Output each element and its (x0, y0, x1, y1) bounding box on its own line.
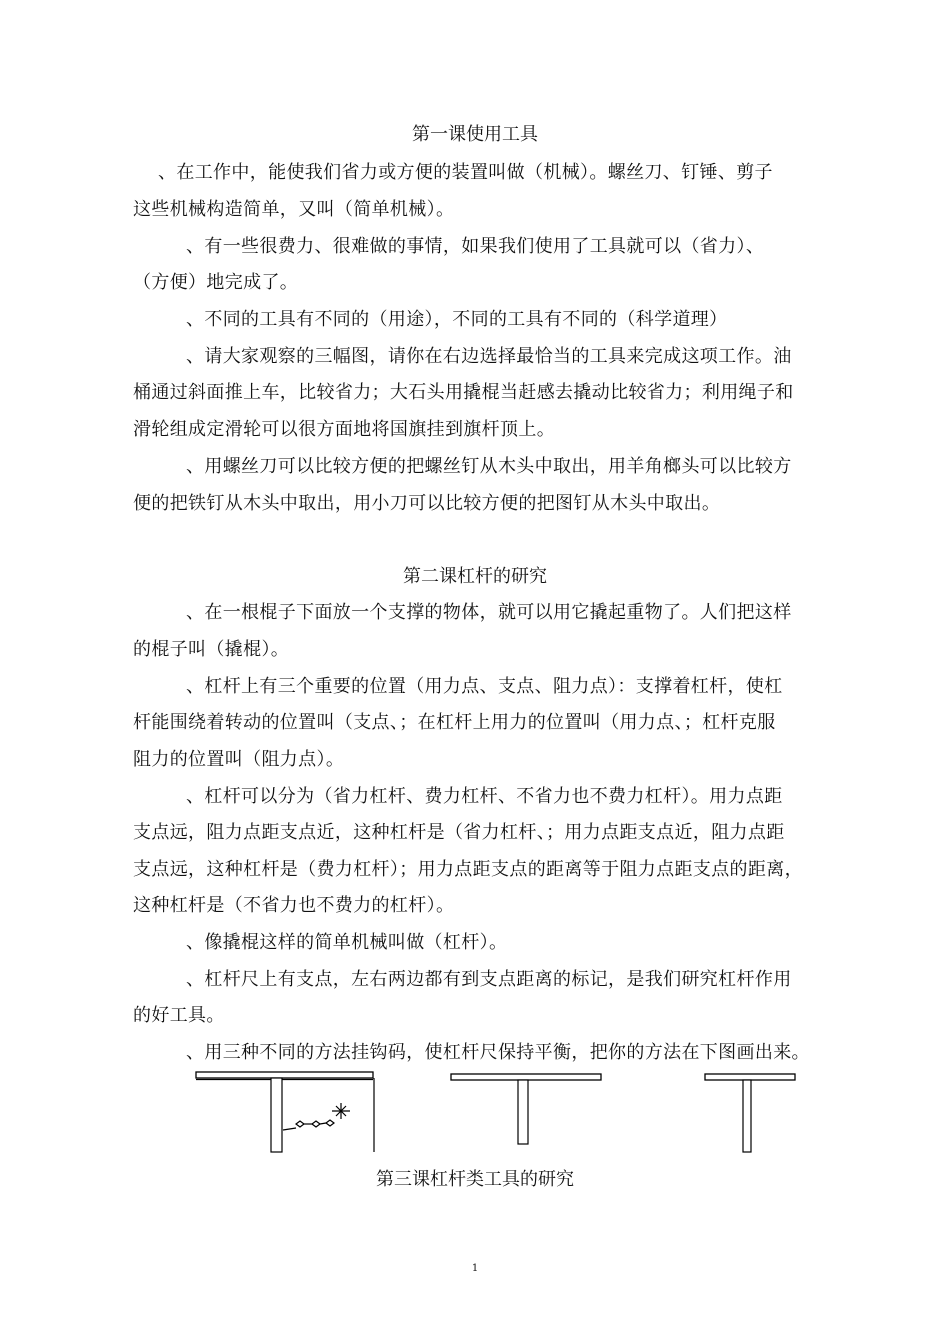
lesson2-line-3: 、杠杆上有三个重要的位置（用力点、支点、阻力点）：支撑着杠杆，使杠 (186, 676, 783, 697)
lesson2-line-6: 、杠杆可以分为（省力杠杆、费力杠杆、不省力也不费力杠杆）。用力点距 (186, 786, 783, 807)
lesson2-line-8: 支点远，这种杠杆是（费力杠杆）；用力点距支点的距离等于阻力点距支点的距离， (133, 859, 803, 880)
lesson1-line-8: 滑轮组成定滑轮可以很方面地将国旗挂到旗杆顶上。 (133, 419, 556, 440)
lesson2-line-2: 的棍子叫（撬棍）。 (133, 639, 290, 660)
lesson2-line-4: 杆能围绕着转动的位置叫（支点、；在杠杆上用力的位置叫（用力点、；杠杆克服 (133, 712, 776, 733)
lesson2-line-13: 、用三种不同的方法挂钩码，使杠杆尺保持平衡，把你的方法在下图画出来。 (186, 1042, 810, 1063)
lesson2-line-11: 、杠杆尺上有支点，左右两边都有到支点距离的标记，是我们研究杠杆作用 (186, 969, 792, 990)
lever-figures (0, 1060, 950, 1160)
lesson1-line-3: 、有一些很费力、很难做的事情，如果我们使用了工具就可以（省力）、 (186, 236, 765, 257)
hook-weights-scribble (283, 1103, 350, 1130)
lever-figure-1 (196, 1072, 374, 1152)
lesson2-line-10: 、像撬棍这样的简单机械叫做（杠杆）。 (186, 932, 508, 953)
lesson2-title: 第二课杠杆的研究 (403, 566, 547, 587)
lesson1-line-9: 、用螺丝刀可以比较方便的把螺丝钉从木头中取出，用羊角榔头可以比较方 (186, 456, 792, 477)
lesson2-line-9: 这种杠杆是（不省力也不费力的杠杆）。 (133, 895, 455, 916)
lesson1-line-10: 便的把铁钉从木头中取出，用小刀可以比较方便的把图钉从木头中取出。 (133, 493, 721, 514)
lesson2-line-7: 支点远，阻力点距支点近，这种杠杆是（省力杠杆、；用力点距支点近，阻力点距 (133, 822, 785, 843)
lesson2-line-5: 阻力的位置叫（阻力点）。 (133, 749, 345, 770)
lesson1-line-2: 这些机械构造简单，又叫（简单机械）。 (133, 199, 455, 220)
lesson2-line-1: 、在一根棍子下面放一个支撑的物体，就可以用它撬起重物了。人们把这样 (186, 602, 792, 623)
lesson1-line-4: （方便）地完成了。 (133, 272, 299, 293)
lesson1-line-6: 、请大家观察的三幅图，请你在右边选择最恰当的工具来完成这项工作。油 (186, 346, 792, 367)
lesson1-title: 第一课使用工具 (412, 124, 538, 145)
lesson1-line-1: 、在工作中，能使我们省力或方便的装置叫做（机械）。螺丝刀、钉锤、剪子 (158, 162, 773, 183)
lesson1-line-5: 、不同的工具有不同的（用途），不同的工具有不同的（科学道理） (186, 309, 728, 330)
lever-figure-2 (451, 1074, 601, 1144)
page-number: 1 (471, 1263, 479, 1274)
lesson2-line-12: 的好工具。 (133, 1005, 225, 1026)
lesson1-line-7: 桶通过斜面推上车，比较省力；大石头用撬棍当赶感去撬动比较省力；利用绳子和 (133, 382, 794, 403)
lesson3-title: 第三课杠杆类工具的研究 (376, 1169, 574, 1190)
lever-figure-3 (705, 1074, 795, 1152)
